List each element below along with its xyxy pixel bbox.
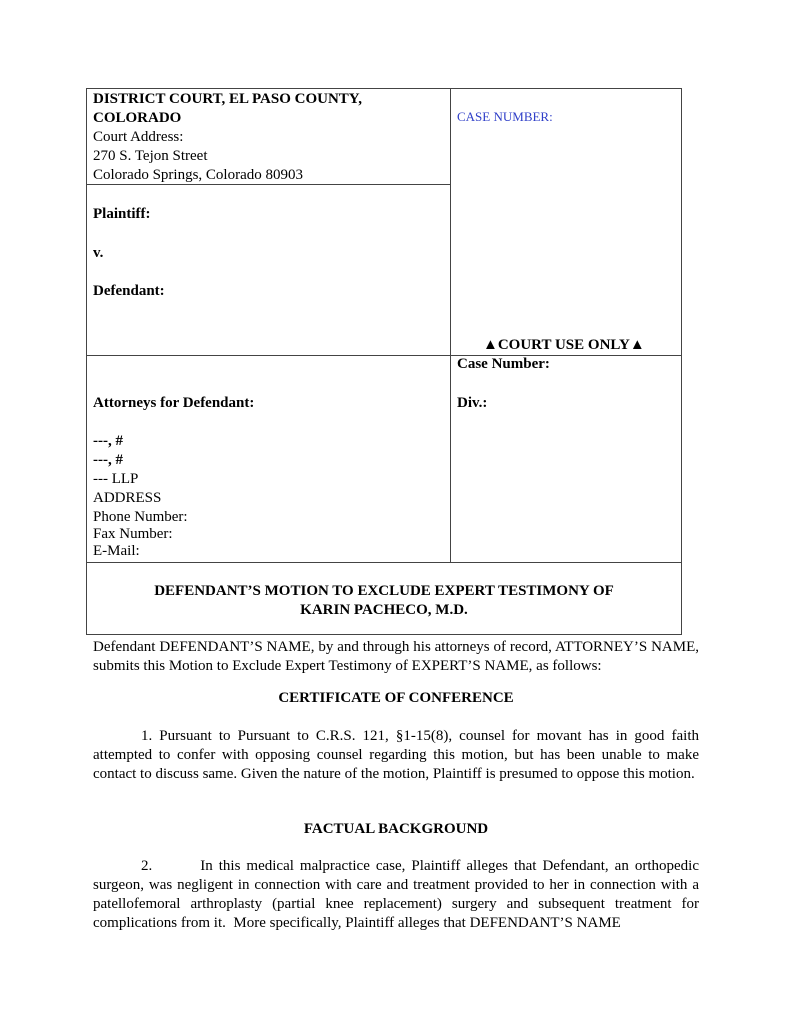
court-use-only-label: ▲COURT USE ONLY▲ [483, 337, 645, 353]
caption-divider-attorneys [87, 562, 681, 563]
law-firm: --- LLP [93, 471, 139, 487]
email: E-Mail: [93, 543, 140, 559]
case-number-blue-label: CASE NUMBER: [457, 109, 553, 124]
motion-title [87, 582, 681, 620]
phone-number: Phone Number: [93, 509, 188, 525]
fax-number: Fax Number: [93, 526, 173, 542]
court-address-line2: Colorado Springs, Colorado 80903 [93, 167, 303, 183]
defendant-label: Defendant: [93, 283, 165, 299]
caption-divider-parties [87, 355, 681, 356]
firm-address: ADDRESS [93, 490, 162, 506]
motion-title-line2: KARIN PACHECO, M.D. [300, 602, 468, 618]
heading-factual-background: FACTUAL BACKGROUND [303, 821, 489, 837]
intro-paragraph: Defendant DEFENDANT’S NAME, by and through his attorneys of record, ATTORNEY’S NAME, submits this Motion to Exclude Expert Testimony of EXPERT’S NAME, as follows: [93, 639, 699, 674]
court-name-line1: DISTRICT COURT, EL PASO COUNTY, [93, 91, 362, 107]
court-block [93, 90, 362, 185]
court-address-line1: 270 S. Tejon Street [93, 148, 208, 164]
heading-certificate-of-conference: CERTIFICATE OF CONFERENCE [278, 690, 514, 706]
versus-label: v. [93, 245, 104, 261]
attorney-info [93, 432, 188, 561]
case-number-label: Case Number: [457, 356, 550, 372]
court-address-label: Court Address: [93, 129, 184, 145]
motion-title-line1: DEFENDANT’S MOTION TO EXCLUDE EXPERT TESTIMONY OF [154, 583, 614, 599]
case-caption-table [86, 88, 682, 635]
plaintiff-label: Plaintiff: [93, 206, 151, 222]
attorneys-label: Attorneys for Defendant: [93, 395, 255, 411]
court-name-line2: COLORADO [93, 110, 182, 126]
paragraph-1: 1. Pursuant to Pursuant to C.R.S. 121, §1-15(8), counsel for movant has in good faith attempted to confer with opposing counsel regarding this motion, but has been unable to make contact to discuss same. Given the nature of the motion, Plaintiff is presumed to oppose this motion. [93, 728, 699, 782]
attorney-2: ---, # [93, 452, 123, 468]
caption-column-divider [450, 89, 451, 562]
attorney-1: ---, # [93, 433, 123, 449]
division-label: Div.: [457, 395, 488, 411]
paragraph-2: 2. In this medical malpractice case, Plaintiff alleges that Defendant, an orthopedic surgeon, was negligent in connection with care and treatment provided to her in connection with a patellofemoral arthroplasty (partial knee replacement) surgery and subsequent treatment for complications from it. More specifically, Plaintiff alleges that DEFENDANT’S NAME [93, 858, 703, 931]
